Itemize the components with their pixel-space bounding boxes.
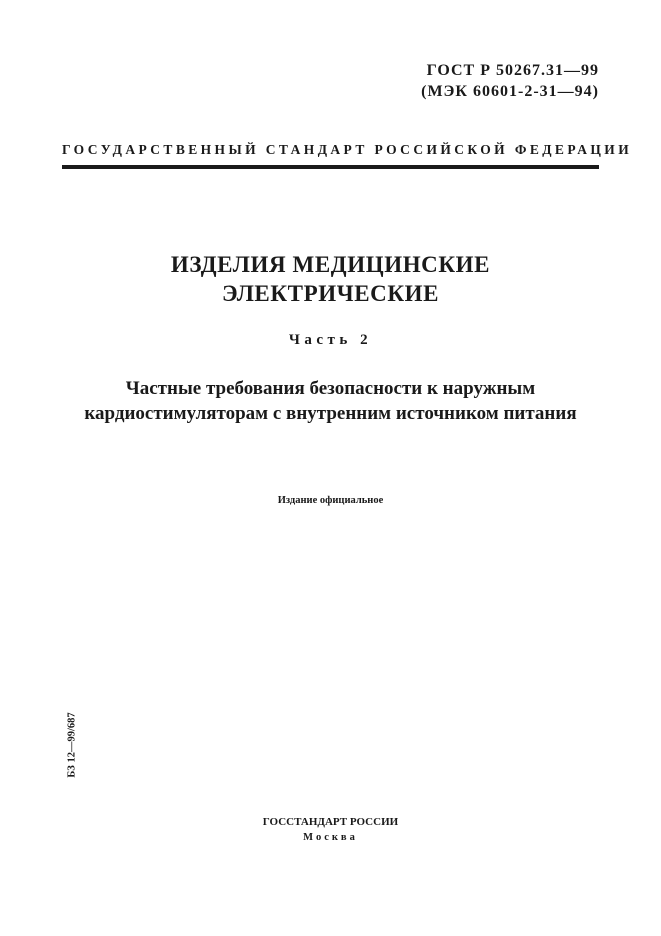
document-title — [0, 250, 661, 308]
document-subtitle — [0, 376, 661, 426]
title-line-2: ЭЛЕКТРИЧЕСКИЕ — [221, 281, 440, 306]
iec-number: (МЭК 60601-2-31—94) — [421, 83, 599, 100]
title-line-1: ИЗДЕЛИЯ МЕДИЦИНСКИЕ — [170, 252, 491, 277]
subtitle-line-1: Частные требования безопасности к наружным — [125, 378, 536, 399]
subtitle-line-2: кардиостимуляторам с внутренним источником питания — [84, 403, 577, 424]
part-label: Часть 2 — [288, 332, 373, 348]
heading-divider — [62, 165, 599, 169]
gost-number: ГОСТ Р 50267.31—99 — [426, 62, 599, 79]
publisher-name: ГОССТАНДАРТ РОССИИ — [262, 816, 399, 828]
publisher-block — [0, 815, 661, 845]
side-code: БЗ 12—99/687 — [66, 712, 78, 778]
edition-note: Издание официальное — [277, 495, 384, 506]
standard-number-block — [421, 60, 599, 102]
state-standard-heading: ГОСУДАРСТВЕННЫЙ СТАНДАРТ РОССИЙСКОЙ ФЕДЕРАЦИИ — [62, 142, 633, 157]
publisher-city: Москва — [303, 832, 358, 843]
